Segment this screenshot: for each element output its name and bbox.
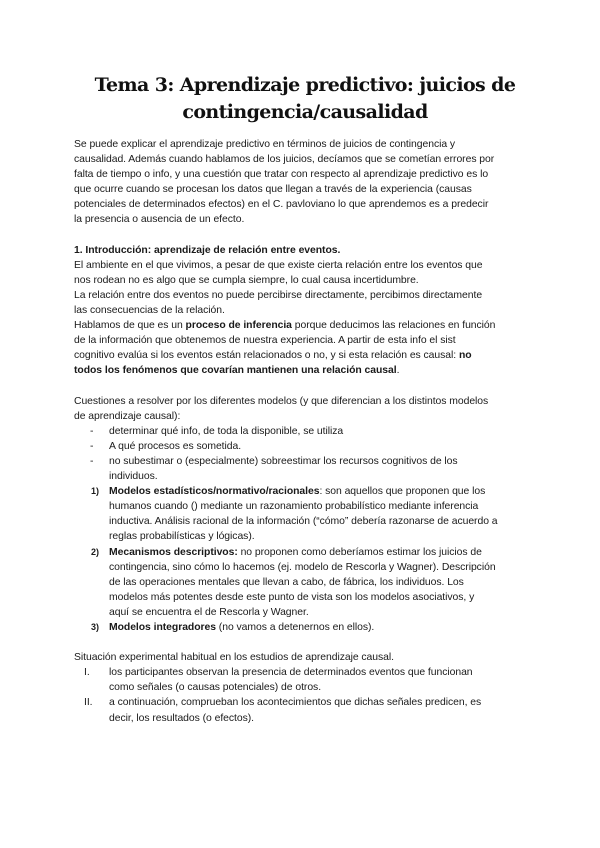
text-line: todos los fenómenos que covarían mantienen una relación causal. [74,365,400,377]
intro-paragraph [74,137,536,228]
list-item: 2) Mecanismos descriptivos: no proponen como deberíamos estimar los juicios de contingencia, sino cómo lo hacemos (ej. modelo de Rescorla y Wagner). Descripción de las operaciones mentales que llevan a cabo, de fábrica, los individuos. Los modelos más potentes desde este punto de vista son los modelos asociativos, y aquí se encuentra el de Rescorla y Wagner. [91,546,496,618]
text-line: la presencia o ausencia de un efecto. [74,214,245,226]
text-line: El ambiente en el que vivimos, a pesar de que existe cierta relación entre los eventos que [74,259,483,271]
text-line: Situación experimental habitual en los estudios de aprendizaje causal. [74,652,394,664]
page-title [74,72,536,126]
list-item: 1) Modelos estadísticos/normativo/racionales: son aquellos que proponen que los humanos cuando () mediante un razonamiento probabilístico mediante inferencia inductiva. Análisis racional de la información (“cómo” debería razonarse de acuerdo a reglas probabilísticas y lógicas). [91,486,498,543]
dash-bullet: - [90,455,94,467]
text-line: que ocurre cuando se procesan los datos que llegan a través de la experiencia (causas [74,184,472,196]
questions-block [74,394,536,636]
text-line: de la información que obtenemos de nuestra experiencia. A partir de esta info el sist [74,335,456,347]
list-item: - A qué procesos es sometida. [74,439,536,454]
text-line: La relación entre dos eventos no puede percibirse directamente, percibimos directamente [74,289,483,301]
list-item: - no subestimar o (especialmente) sobreestimar los recursos cognitivos de los individuos. [90,455,458,483]
roman-list [74,665,536,725]
section-heading: 1. Introducción: aprendizaje de relación entre eventos. [74,244,341,256]
text-line: cognitivo evalúa si los eventos están relacionados o no, y si esta relación es causal: no [74,350,472,362]
list-item: I. los participantes observan la presencia de determinados eventos que funcionan como señales (o causas potenciales) de otros. [84,667,473,694]
title-line: Tema 3: Aprendizaje predictivo: juicios de [94,74,516,96]
roman-numeral: I. [84,667,90,679]
text-line: Se puede explicar el aprendizaje predictivo en términos de juicios de contingencia y [74,139,456,150]
text-line: potenciales de determinados efectos) en el C. pavloviano lo que aprendemos es a predecir [74,199,489,211]
dash-bullet: - [90,425,94,437]
title-line: contingencia/causalidad [182,101,428,123]
dash-bullet: - [90,440,94,452]
list-item: II. a continuación, comprueban los acontecimientos que dichas señales predicen, es decir, los resultados (o efectos). [84,697,482,724]
list-number: 2) [91,546,99,557]
roman-numeral: II. [84,697,93,709]
list-number: 1) [91,486,99,497]
list-item: - determinar qué info, de toda la disponible, se utiliza [74,424,536,439]
text-line: nos rodean no es algo que se cumpla siempre, lo cual causa incertidumbre. [74,274,419,286]
document-body [74,137,536,726]
list-number: 3) [91,622,99,632]
list-item: 3) Modelos integradores (no vamos a detenernos en ellos). [74,620,536,635]
text-line: Hablamos de que es un proceso de inferencia porque deducimos las relaciones en función [74,320,496,332]
models-list [74,484,536,635]
text-line: causalidad. Además cuando hablamos de los juicios, decíamos que se cometían errores por [74,154,495,166]
section-introduccion [74,243,536,379]
text-line: Cuestiones a resolver por los diferentes modelos (y que diferencian a los distintos modelos [74,395,489,407]
text-line: falta de tiempo o info, y una cuestión que tratar con respecto al aprendizaje predictivo es lo [74,169,489,181]
text-line: de aprendizaje causal): [74,410,181,422]
text-line: las consecuencias de la relación. [74,305,225,317]
experimental-block [74,650,536,725]
dash-list [74,424,536,484]
